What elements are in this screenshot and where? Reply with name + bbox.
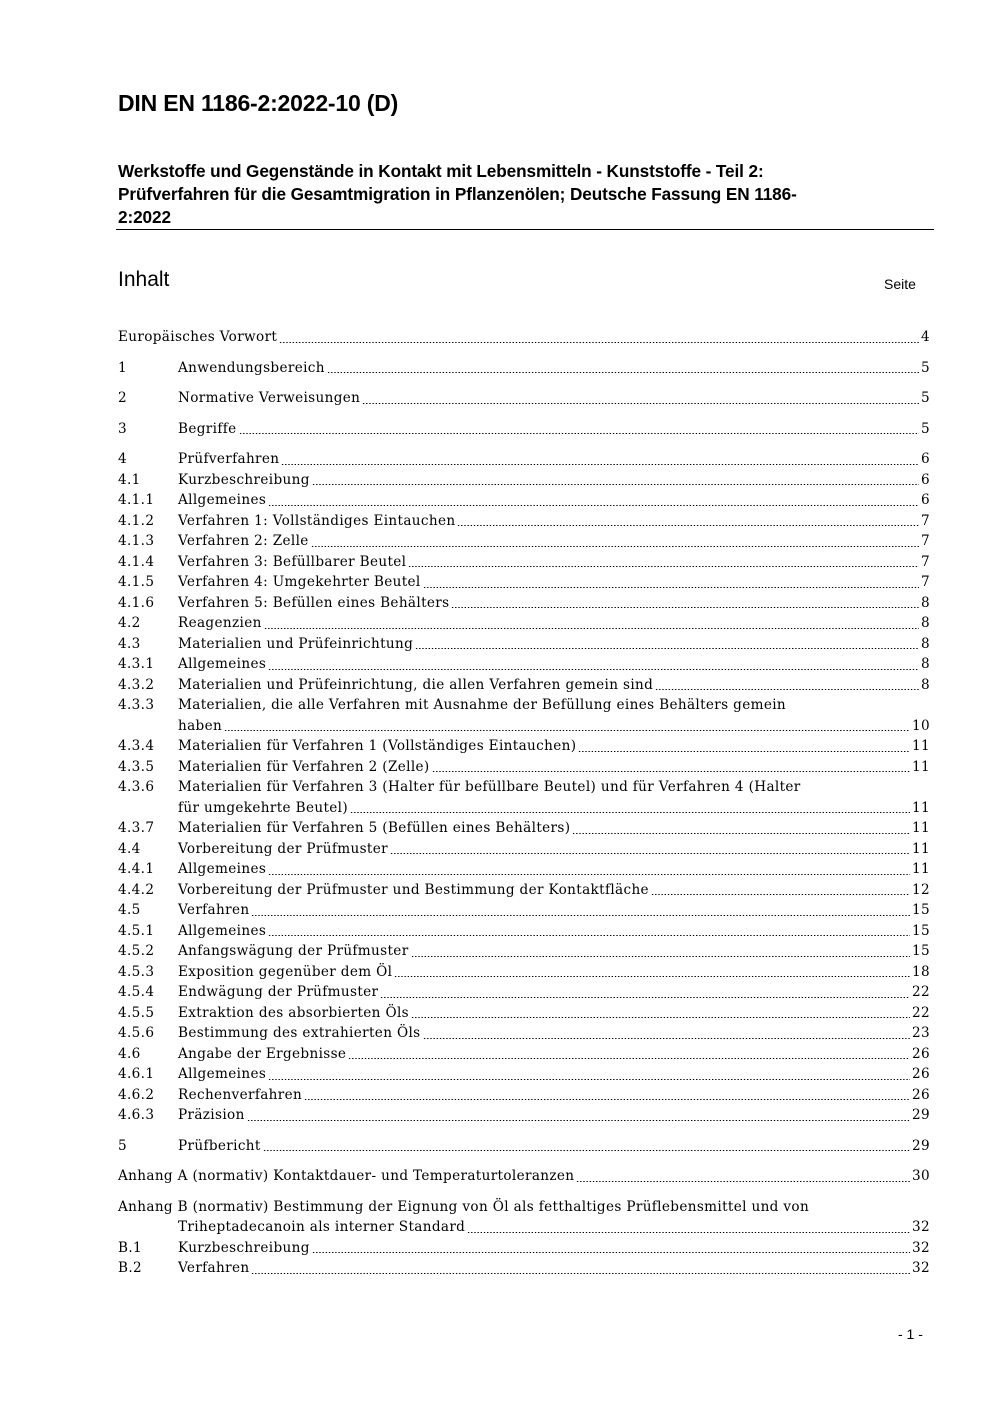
toc-entry-title: Materialien für Verfahren 1 (Vollständiges Eintauchen) — [178, 738, 577, 754]
toc-leader-dots — [423, 587, 919, 588]
toc-entry-number: 4.2 — [118, 615, 141, 631]
toc-entry-title: Vorbereitung der Prüfmuster — [178, 840, 388, 857]
toc-entry-number: 4.1.3 — [118, 533, 155, 549]
toc-entry-continuation[interactable] — [118, 716, 930, 737]
toc-leader-dots — [380, 997, 910, 998]
toc-entry-number: 2 — [118, 390, 127, 406]
toc-entry[interactable] — [118, 675, 930, 696]
toc-leader-dots — [576, 1181, 910, 1182]
toc-entry-continuation[interactable] — [118, 1217, 930, 1238]
toc-entry-title: Materialien für Verfahren 3 (Halter für befüllbare Beutel) und für Verfahren 4 (Halter — [178, 779, 801, 795]
toc-entry[interactable] — [118, 593, 930, 614]
toc-entry[interactable] — [118, 1003, 930, 1024]
toc-entry-page: 12 — [912, 881, 930, 898]
toc-entry-page: 8 — [921, 635, 930, 652]
toc-entry-page: 11 — [912, 738, 930, 754]
toc-entry-page: 22 — [912, 1004, 930, 1021]
toc-entry-page: 8 — [921, 676, 930, 693]
toc-leader-dots — [651, 894, 910, 895]
toc-entry-title: Bestimmung des extrahierten Öls — [178, 1025, 421, 1041]
toc-entry-page: 32 — [912, 1219, 930, 1235]
toc-leader-dots — [312, 1252, 910, 1253]
toc-entry-page: 26 — [912, 1086, 930, 1103]
toc-entry[interactable] — [118, 1238, 930, 1259]
toc-entry[interactable] — [118, 358, 930, 379]
toc-entry-number: 4.5.4 — [118, 984, 155, 1000]
toc-entry-page: 15 — [912, 922, 930, 939]
toc-page-column-label: Seite — [884, 276, 916, 292]
toc-entry-title: Allgemeines — [178, 656, 267, 672]
toc-entry-number: 4.4 — [118, 840, 141, 857]
toc-entry[interactable] — [118, 490, 930, 511]
toc-entry-title: Verfahren 3: Befüllbarer Beutel — [178, 553, 407, 570]
toc-entry[interactable] — [118, 921, 930, 942]
document-title — [118, 160, 934, 229]
toc-leader-dots — [362, 403, 919, 404]
toc-entry[interactable] — [118, 572, 930, 593]
toc-entry-title: Materialien für Verfahren 5 (Befüllen eines Behälters) — [178, 820, 571, 836]
toc-entry-number: 4.5.6 — [118, 1025, 155, 1041]
toc-entry-page: 7 — [921, 574, 930, 590]
toc-entry-number: 4.3.2 — [118, 676, 155, 693]
toc-entry-title: Materialien und Prüfeinrichtung — [178, 635, 414, 652]
toc-entry-page: 11 — [912, 861, 930, 877]
toc-entry-number: 4.6 — [118, 1045, 141, 1062]
toc-entry-page: 15 — [912, 902, 930, 918]
toc-entry[interactable] — [118, 613, 930, 634]
toc-entry-title: Anwendungsbereich — [178, 359, 325, 376]
toc-entry[interactable] — [118, 818, 930, 839]
toc-entry[interactable] — [118, 900, 930, 921]
toc-leader-dots — [224, 730, 910, 731]
toc-entry-page: 8 — [921, 615, 930, 631]
toc-leader-dots — [304, 1099, 910, 1100]
toc-entry-page: 5 — [921, 359, 930, 376]
toc-entry-page: 22 — [912, 984, 930, 1000]
toc-entry-page: 6 — [921, 451, 930, 467]
toc-leader-dots — [251, 1273, 910, 1274]
toc-entry-title: Allgemeines — [178, 492, 267, 508]
toc-entry-number: 4.1.6 — [118, 594, 155, 611]
toc-entry[interactable] — [118, 1023, 930, 1044]
toc-entry-number: 1 — [118, 359, 127, 376]
toc-entry-page: 32 — [912, 1260, 930, 1276]
toc-entry-number: 4.6.3 — [118, 1107, 155, 1123]
toc-leader-dots — [312, 484, 919, 485]
toc-entry-page: 15 — [912, 943, 930, 959]
toc-entry[interactable] — [118, 1166, 930, 1187]
toc-entry-continuation[interactable] — [118, 798, 930, 819]
toc-entry-title: Prüfbericht — [178, 1137, 261, 1154]
toc-entry[interactable] — [118, 531, 930, 552]
toc-entry[interactable] — [118, 1136, 930, 1157]
toc-entry-number: B.1 — [118, 1239, 143, 1256]
toc-entry[interactable] — [118, 552, 930, 573]
toc-entry-title: Anhang B (normativ) Bestimmung der Eignung von Öl als fetthaltiges Prüflebensmittel und von — [118, 1198, 810, 1215]
toc-entry-title: Materialien für Verfahren 2 (Zelle) — [178, 758, 430, 775]
toc-entry-number: 4.5.2 — [118, 943, 155, 959]
toc-leader-dots — [350, 812, 910, 813]
toc-leader-dots — [408, 566, 919, 567]
toc-entry-page: 30 — [912, 1168, 930, 1184]
toc-entry-title: Angabe der Ergebnisse — [178, 1045, 347, 1062]
toc-entry-page: 23 — [912, 1025, 930, 1041]
toc-leader-dots — [268, 935, 910, 936]
page-number: - 1 - — [898, 1326, 923, 1342]
toc-leader-dots — [411, 956, 910, 957]
toc-entry[interactable] — [118, 1197, 930, 1218]
table-of-contents — [118, 327, 930, 1279]
toc-entry-number: 4.3 — [118, 635, 141, 652]
toc-entry-number: 3 — [118, 420, 127, 437]
toc-entry[interactable] — [118, 982, 930, 1003]
toc-entry[interactable] — [118, 695, 930, 716]
toc-entry-page: 7 — [921, 553, 930, 570]
toc-entry-number: 4.1 — [118, 471, 141, 488]
toc-entry-number: 4.4.2 — [118, 881, 155, 898]
toc-entry-page: 4 — [921, 329, 930, 345]
toc-leader-dots — [578, 751, 910, 752]
toc-leader-dots — [268, 505, 919, 506]
toc-entry-number: B.2 — [118, 1260, 143, 1276]
toc-entry[interactable] — [118, 327, 930, 348]
toc-entry-page: 29 — [912, 1107, 930, 1123]
toc-entry-page: 7 — [921, 512, 930, 529]
toc-entry-page: 29 — [912, 1137, 930, 1154]
toc-entry-page: 5 — [921, 390, 930, 406]
toc-entry-page: 6 — [921, 492, 930, 508]
toc-entry-number: 4 — [118, 451, 127, 467]
toc-leader-dots — [415, 648, 919, 649]
toc-entry-title: Vorbereitung der Prüfmuster und Bestimmung der Kontaktfläche — [178, 881, 649, 898]
toc-entry-number: 4.1.1 — [118, 492, 155, 508]
toc-entry-number: 4.3.1 — [118, 656, 155, 672]
toc-entry-title-continued: Triheptadecanoin als interner Standard — [178, 1219, 466, 1235]
toc-entry[interactable] — [118, 1258, 930, 1279]
toc-entry-title: Allgemeines — [178, 922, 267, 939]
toc-entry-number: 4.3.6 — [118, 779, 155, 795]
toc-entry-title-continued: haben — [178, 717, 223, 734]
toc-entry-number: 4.3.5 — [118, 758, 155, 775]
toc-entry-page: 6 — [921, 471, 930, 488]
toc-entry[interactable] — [118, 1085, 930, 1106]
toc-entry-number: 4.1.2 — [118, 512, 155, 529]
toc-leader-dots — [264, 628, 919, 629]
toc-entry[interactable] — [118, 736, 930, 757]
toc-entry-page: 18 — [912, 963, 930, 980]
toc-leader-dots — [411, 1017, 910, 1018]
toc-entry-number: 4.3.3 — [118, 697, 155, 713]
toc-entry-title: Präzision — [178, 1107, 245, 1123]
toc-entry-title: Verfahren 5: Befüllen eines Behälters — [178, 594, 450, 611]
toc-leader-dots — [268, 874, 910, 875]
toc-leader-dots — [348, 1058, 910, 1059]
toc-entry[interactable] — [118, 1064, 930, 1085]
toc-leader-dots — [390, 853, 910, 854]
toc-leader-dots — [281, 464, 919, 465]
toc-leader-dots — [572, 833, 910, 834]
toc-entry-page: 32 — [912, 1239, 930, 1256]
toc-entry-title: Allgemeines — [178, 1066, 267, 1082]
toc-entry-title: Kurzbeschreibung — [178, 471, 310, 488]
toc-entry-title: Anhang A (normativ) Kontaktdauer- und Temperaturtoleranzen — [118, 1168, 575, 1184]
toc-entry-title-continued: für umgekehrte Beutel) — [178, 799, 349, 816]
toc-leader-dots — [263, 1150, 910, 1151]
toc-entry-page: 11 — [912, 820, 930, 836]
document-title-line: Werkstoffe und Gegenstände in Kontakt mit Lebensmitteln - Kunststoffe - Teil 2: — [118, 161, 764, 181]
document-title-line: 2:2022 — [118, 207, 171, 227]
toc-entry-title: Materialien und Prüfeinrichtung, die allen Verfahren gemein sind — [178, 676, 654, 693]
toc-entry[interactable] — [118, 941, 930, 962]
toc-entry-title: Extraktion des absorbierten Öls — [178, 1004, 409, 1021]
toc-leader-dots — [423, 1038, 910, 1039]
toc-entry-title: Verfahren — [178, 1260, 250, 1276]
toc-entry[interactable] — [118, 470, 930, 491]
toc-heading: Inhalt — [118, 268, 170, 291]
toc-entry-number: 4.6.1 — [118, 1066, 155, 1082]
toc-entry[interactable] — [118, 777, 930, 798]
toc-entry[interactable] — [118, 419, 930, 440]
toc-entry[interactable] — [118, 634, 930, 655]
toc-entry-title: Exposition gegenüber dem Öl — [178, 963, 393, 980]
toc-entry-page: 26 — [912, 1066, 930, 1082]
toc-entry-number: 4.4.1 — [118, 861, 155, 877]
toc-entry[interactable] — [118, 654, 930, 675]
toc-entry[interactable] — [118, 962, 930, 983]
toc-entry-title: Anfangswägung der Prüfmuster — [178, 943, 409, 959]
toc-entry[interactable] — [118, 880, 930, 901]
title-divider — [116, 229, 934, 230]
toc-leader-dots — [239, 433, 920, 434]
toc-entry-number: 4.3.7 — [118, 820, 155, 836]
toc-entry-title: Verfahren 4: Umgekehrter Beutel — [178, 574, 421, 590]
toc-entry-page: 8 — [921, 594, 930, 611]
toc-entry-page: 11 — [912, 840, 930, 857]
toc-leader-dots — [268, 1079, 910, 1080]
toc-entry-page: 10 — [912, 717, 930, 734]
toc-entry-title: Endwägung der Prüfmuster — [178, 984, 379, 1000]
toc-entry-number: 4.5.1 — [118, 922, 155, 939]
toc-entry-page: 11 — [912, 758, 930, 775]
toc-entry-title: Allgemeines — [178, 861, 267, 877]
toc-entry-number: 4.6.2 — [118, 1086, 155, 1103]
toc-entry-title: Normative Verweisungen — [178, 390, 361, 406]
toc-entry-number: 4.5 — [118, 902, 141, 918]
toc-entry[interactable] — [118, 757, 930, 778]
toc-entry-title: Reagenzien — [178, 615, 262, 631]
toc-leader-dots — [279, 342, 919, 343]
toc-entry-number: 4.1.5 — [118, 574, 155, 590]
toc-entry-title: Materialien, die alle Verfahren mit Ausnahme der Befüllung eines Behälters gemein — [178, 697, 787, 713]
toc-leader-dots — [247, 1120, 910, 1121]
toc-entry-title: Rechenverfahren — [178, 1086, 303, 1103]
toc-entry[interactable] — [118, 511, 930, 532]
toc-entry-number: 4.3.4 — [118, 738, 155, 754]
toc-entry-page: 5 — [921, 420, 930, 437]
toc-entry[interactable] — [118, 1044, 930, 1065]
toc-entry-title: Verfahren 1: Vollständiges Eintauchen — [178, 512, 456, 529]
toc-entry-title: Prüfverfahren — [178, 451, 280, 467]
toc-entry[interactable] — [118, 859, 930, 880]
toc-leader-dots — [655, 689, 919, 690]
toc-entry-title: Kurzbeschreibung — [178, 1239, 310, 1256]
toc-entry-title: Verfahren 2: Zelle — [178, 533, 309, 549]
toc-leader-dots — [451, 607, 919, 608]
toc-entry[interactable] — [118, 388, 930, 409]
toc-entry-title: Europäisches Vorwort — [118, 329, 278, 345]
toc-entry[interactable] — [118, 839, 930, 860]
toc-entry-page: 7 — [921, 533, 930, 549]
toc-entry-number: 5 — [118, 1137, 127, 1154]
toc-leader-dots — [457, 525, 919, 526]
toc-entry-title: Verfahren — [178, 902, 250, 918]
toc-leader-dots — [394, 976, 910, 977]
toc-entry-page: 11 — [912, 799, 930, 816]
toc-entry-number: 4.1.4 — [118, 553, 155, 570]
toc-entry[interactable] — [118, 1105, 930, 1126]
toc-entry[interactable] — [118, 449, 930, 470]
toc-entry-number: 4.5.5 — [118, 1004, 155, 1021]
toc-entry-page: 26 — [912, 1045, 930, 1062]
document-title-line: Prüfverfahren für die Gesamtmigration in Pflanzenölen; Deutsche Fassung EN 1186- — [118, 184, 797, 204]
toc-leader-dots — [467, 1232, 910, 1233]
toc-entry-number: 4.5.3 — [118, 963, 155, 980]
toc-leader-dots — [311, 546, 919, 547]
toc-leader-dots — [268, 669, 919, 670]
toc-entry-title: Begriffe — [178, 420, 237, 437]
toc-leader-dots — [432, 771, 910, 772]
document-id: DIN EN 1186-2:2022-10 (D) — [118, 90, 399, 116]
toc-leader-dots — [251, 915, 910, 916]
toc-entry-page: 8 — [921, 656, 930, 672]
toc-leader-dots — [327, 372, 919, 373]
